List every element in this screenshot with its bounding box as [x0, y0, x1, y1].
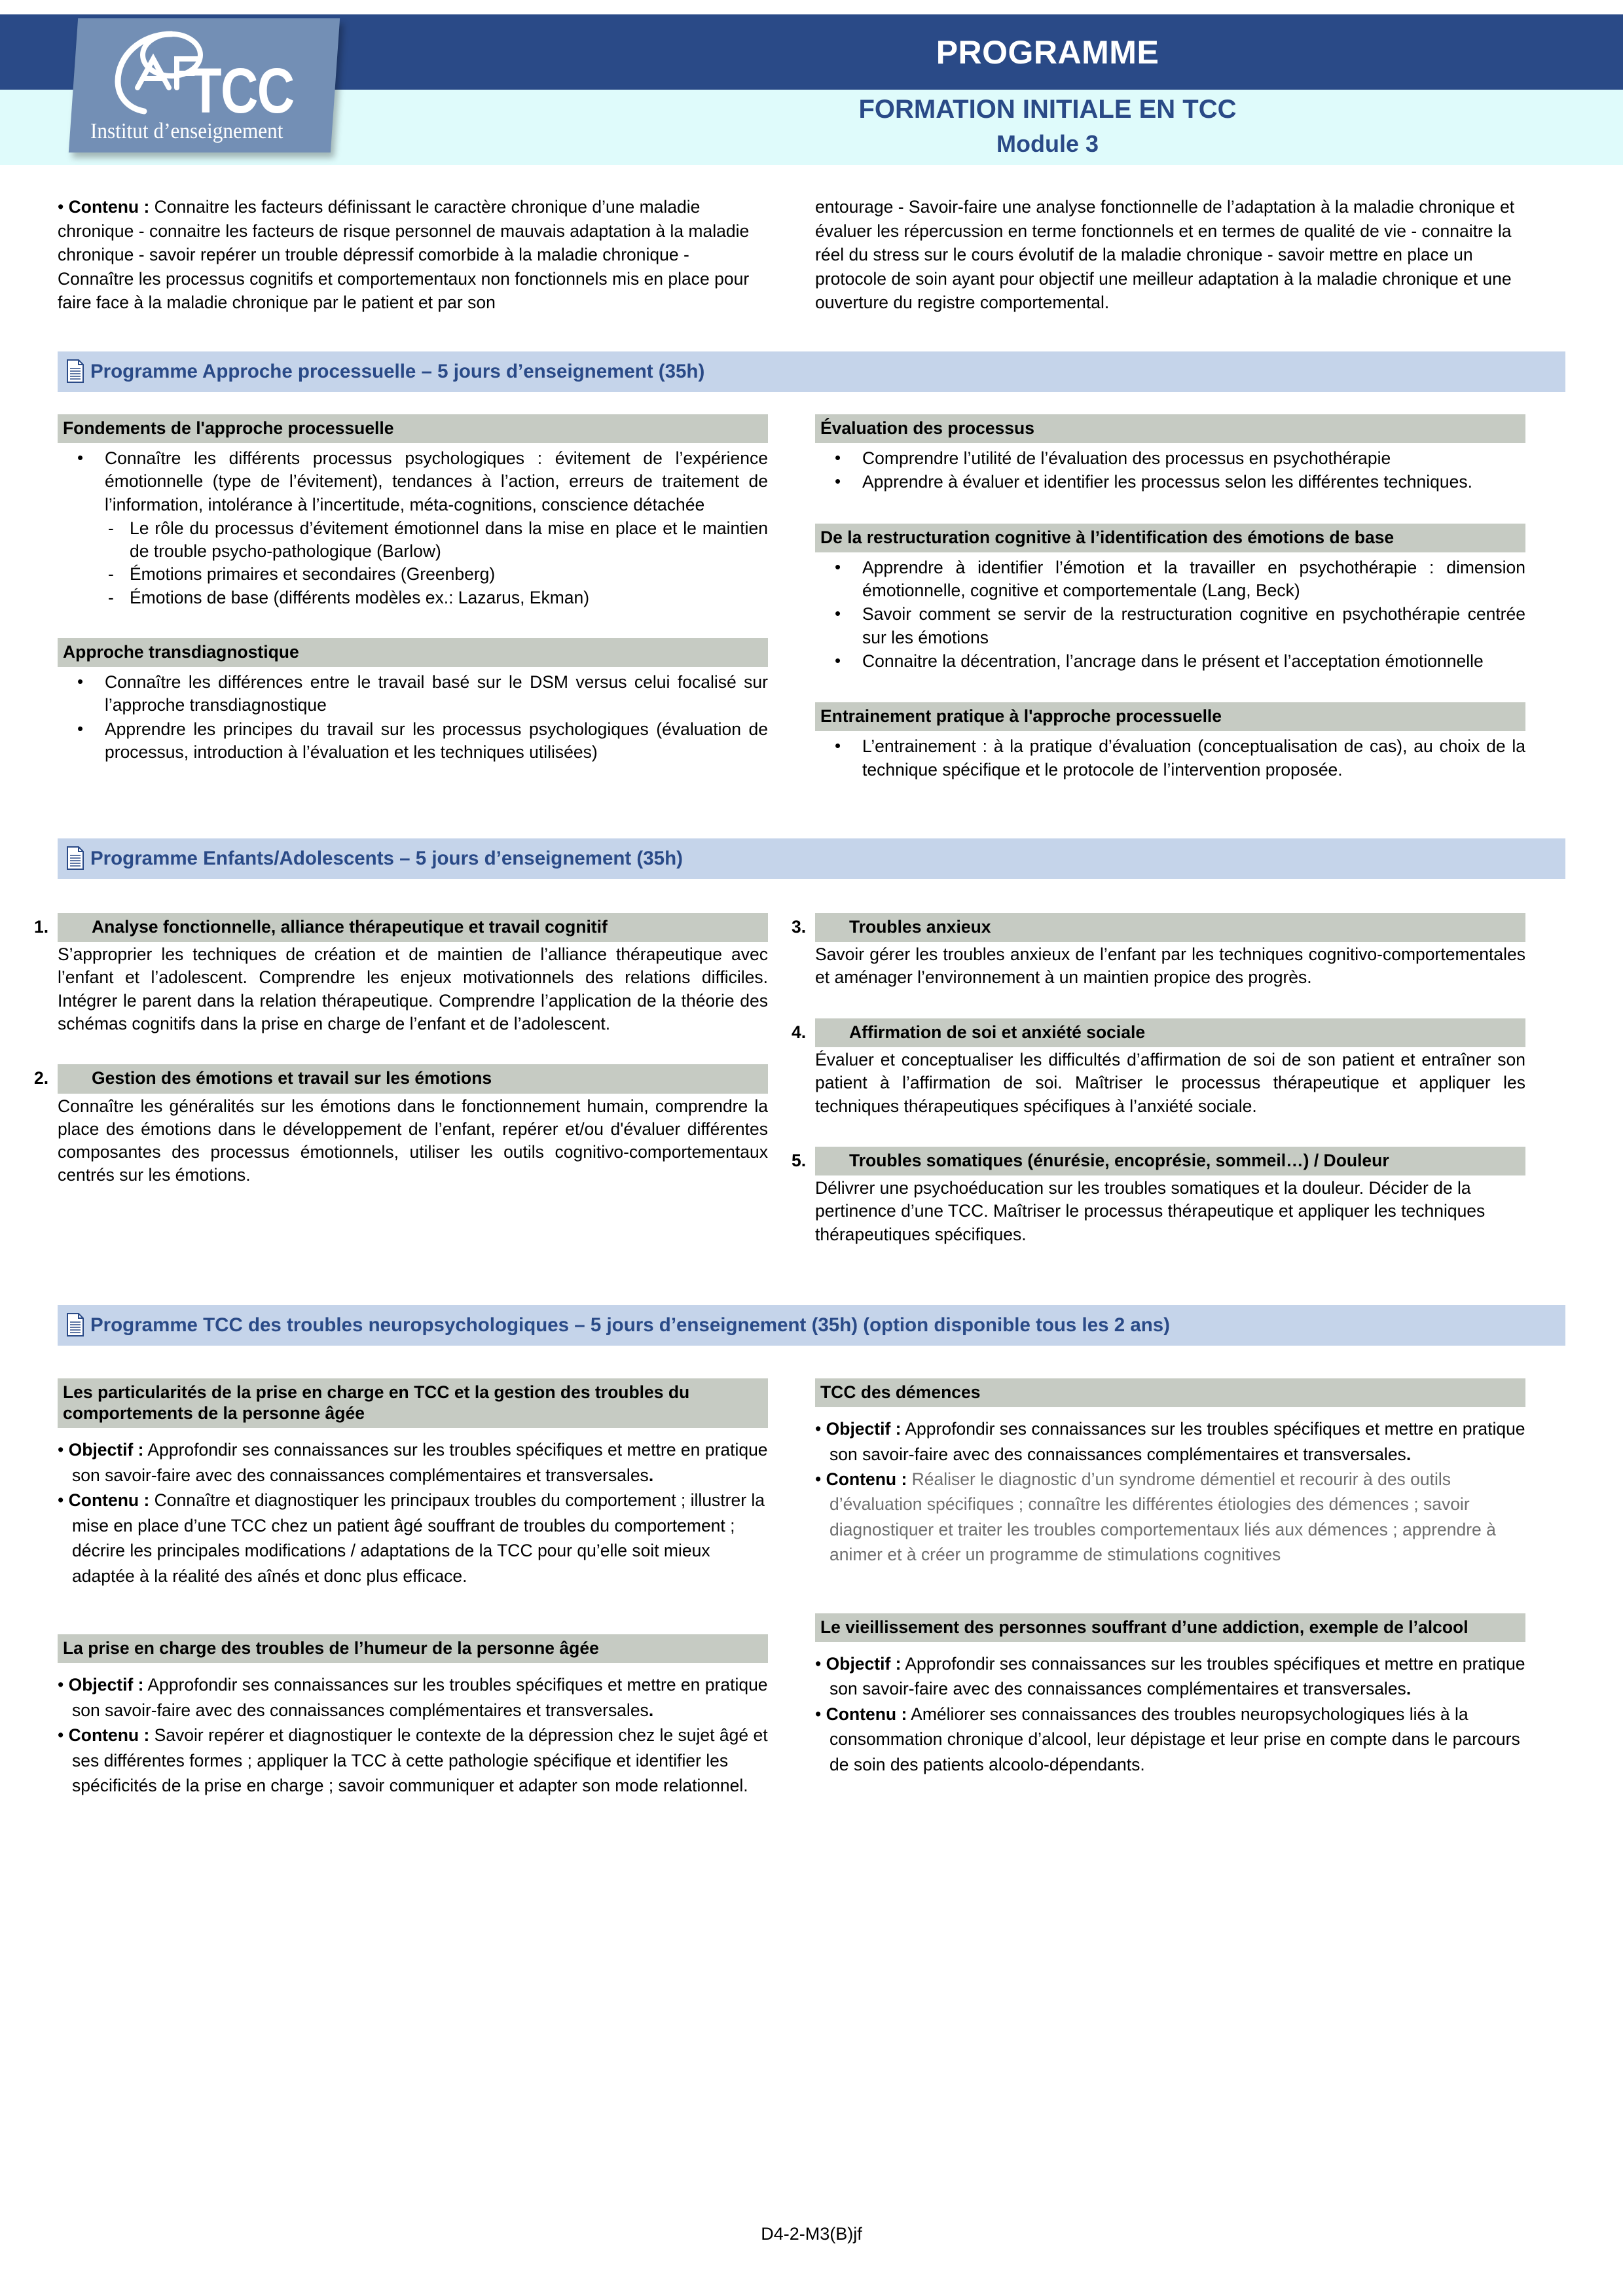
intro-right-column — [815, 195, 1525, 315]
section-banner-label: Programme TCC des troubles neuropsychologiques – 5 jours d’enseignement (35h) (option disponible tous les 2 ans) — [90, 1314, 1170, 1336]
section2-right-column — [792, 913, 1525, 1246]
logo — [69, 18, 340, 152]
subsection-header-entrainement-pratique: Entrainement pratique à l'approche processuelle — [815, 702, 1525, 731]
item-title: Gestion des émotions et travail sur les émotions — [92, 1068, 492, 1088]
list-item: • Comprendre l’utilité de l’évaluation des processus en psychothérapie — [815, 447, 1525, 470]
objectif-text: Approfondir ses connaissances sur les troubles spécifiques et mettre en pratique son savoir-faire avec des connaissances complémentaires et transversales — [830, 1653, 1525, 1699]
analyse-fonctionnelle-text: S’approprier les techniques de création et de maintien de l’alliance thérapeutique avec l’enfant et l’adolescent. Comprendre les enjeux motivationnels des relations difficiles. Intégrer le parent dans la relation thérapeutique. Comprendre l’application de la théorie des schémas cognitifs dans la prise en charge de l’enfant et de l’adolescent. — [58, 944, 768, 1033]
subsection-header-tcc-demences: TCC des démences — [815, 1378, 1525, 1407]
header-subtitle: FORMATION INITIALE EN TCC — [858, 94, 1237, 124]
section2-left-column — [34, 913, 768, 1246]
section1-left-column — [58, 414, 768, 782]
header-module: Module 3 — [996, 130, 1099, 157]
restructuration-bullet-list — [815, 556, 1525, 673]
contenu-text: Réaliser le diagnostic d’un syndrome démentiel et recourir à des outils d’évaluation spécifiques ; connaître les différentes étiologies des démences ; savoir diagnostiquer et traiter les troubles comportementaux liés aux démences ; apprendre à animer et à créer un programme de stimulations cognitives — [830, 1469, 1496, 1565]
troubles-somatiques-text: Délivrer une psychoéducation sur les troubles somatiques et la douleur. Décider de la pertinence d’une TCC. Maîtriser le processus thérapeutique et appliquer les techniques thérapeutiques spécifiques. — [815, 1178, 1486, 1244]
intro-contenu-label: Contenu : — [68, 197, 150, 217]
fondements-bullet-list — [58, 447, 768, 516]
section3-left-column — [58, 1378, 768, 1799]
list-item: • Savoir comment se servir de la restructuration cognitive en psychothérapie centrée sur les émotions — [815, 603, 1525, 649]
subsection-header-troubles-somatiques — [792, 1147, 1525, 1175]
item-number: 5. — [792, 1150, 807, 1170]
subsection-header-affirmation-de-soi — [792, 1018, 1525, 1047]
footer-reference: D4-2-M3(B)jf — [761, 2224, 862, 2244]
item-number: 2. — [34, 1068, 49, 1088]
item-title: Affirmation de soi et anxiété sociale — [849, 1022, 1146, 1042]
contenu-label: Contenu : — [826, 1704, 907, 1724]
list-item: - Émotions primaires et secondaires (Greenberg) — [58, 563, 768, 586]
list-item: • Connaître les différents processus psychologiques : évitement de l’expérience émotionnelle (type de l’évitement), tendances à l’action, erreurs de traitement de l’information, intolérance à l’incertitude, méta-cognitions, conscience détachée — [58, 447, 768, 516]
list-item: - Émotions de base (différents modèles ex.: Lazarus, Ekman) — [58, 586, 768, 609]
list-item: • Apprendre à évaluer et identifier les processus selon les différentes techniques. — [815, 471, 1525, 493]
transdiagnostique-bullet-list — [58, 671, 768, 764]
objectif-line: • Objectif : Approfondir ses connaissances sur les troubles spécifiques et mettre en pratique son savoir-faire avec des connaissances complémentaires et transversales. — [815, 1653, 1525, 1699]
objectif-label: Objectif : — [68, 1440, 144, 1460]
section1-right-column — [815, 414, 1525, 782]
contenu-text: Améliorer ses connaissances des troubles neuropsychologiques liés à la consommation chronique d’alcool, leur dépistage et leur prise en compte dans le parcours de soin des patients alcoolo-dépendants. — [830, 1704, 1520, 1774]
subsection-header-restructuration-cognitive: De la restructuration cognitive à l’identification des émotions de base — [815, 524, 1525, 552]
contenu-label: Contenu : — [68, 1725, 150, 1746]
particularites-body — [58, 1437, 768, 1588]
objectif-line: • Objectif : Approfondir ses connaissances sur les troubles spécifiques et mettre en pratique son savoir-faire avec des connaissances complémentaires et transversales. — [815, 1419, 1525, 1464]
item-title: Analyse fonctionnelle, alliance thérapeutique et travail cognitif — [92, 916, 608, 937]
subsection-header-particularites-prise-en-charge: Les particularités de la prise en charge en TCC et la gestion des troubles du comportements de la personne âgée — [58, 1378, 768, 1429]
contenu-line: • Contenu : Améliorer ses connaissances des troubles neuropsychologiques liés à la consommation chronique d’alcool, leur dépistage et leur prise en compte dans le parcours de soin des patients alcoolo-dépendants. — [815, 1704, 1520, 1774]
list-item: • Connaître les différences entre le travail basé sur le DSM versus celui focalisé sur l’approche transdiagnostique — [58, 671, 768, 717]
intro-section — [58, 195, 1565, 315]
entrainement-bullet-list — [815, 735, 1525, 781]
vieillissement-addiction-body — [815, 1651, 1525, 1777]
subsection-header-gestion-emotions — [34, 1064, 768, 1093]
contenu-label: Contenu : — [68, 1490, 150, 1511]
document-icon — [65, 1312, 85, 1337]
list-item: • Apprendre à identifier l’émotion et la travailler en psychothérapie : dimension émotionnelle, cognitive et comportementale (Lang, Beck) — [815, 556, 1525, 602]
section-banner-enfants-adolescents — [58, 838, 1565, 879]
objectif-text: Approfondir ses connaissances sur les troubles spécifiques et mettre en pratique son savoir-faire avec des connaissances complémentaires et transversales — [72, 1675, 768, 1720]
gestion-emotions-text: Connaître les généralités sur les émotions dans le fonctionnement humain, comprendre la place des émotions dans le développement de l’enfant, repérer et/ou d'évaluer différentes composantes des processus émotionnels, utiliser les outils cognitivo-comportementaux centrés sur les émotions. — [58, 1096, 768, 1185]
subsection-header-troubles-humeur: La prise en charge des troubles de l’humeur de la personne âgée — [58, 1634, 768, 1663]
document-icon — [65, 359, 85, 384]
troubles-humeur-body — [58, 1672, 768, 1798]
section-banner-label: Programme Approche processuelle – 5 jours d’enseignement (35h) — [90, 360, 705, 382]
logo-wordmark: TCC — [190, 55, 294, 126]
intro-left-column — [58, 195, 768, 315]
objectif-label: Objectif : — [826, 1653, 902, 1674]
section2-columns — [34, 913, 1565, 1246]
section1-columns — [58, 414, 1565, 782]
logo-tagline: Institut d’enseignement — [90, 119, 283, 143]
list-item: • Connaitre la décentration, l’ancrage dans le présent et l’acceptation émotionnelle — [815, 650, 1525, 673]
contenu-line: • Contenu : Réaliser le diagnostic d’un syndrome démentiel et recourir à des outils d’évaluation spécifiques ; connaître les différentes étiologies des démences ; savoir diagnostiquer et traiter les troubles comportementaux liés aux démences ; apprendre à animer et à créer un programme de stimulations cognitives — [815, 1469, 1496, 1565]
document-icon — [65, 846, 85, 870]
intro-contenu-paragraph: • Contenu : Connaitre les facteurs définissant le caractère chronique d’une maladie chronique - connaitre les facteurs de risque personnel de mauvais adaptation à la maladie chronique - savoir repérer un trouble dépressif comorbide à la maladie chronique - Connaître les processus cognitifs et comportementaux non fonctionnels mis en place pour faire face à la maladie chronique par le patient et par son — [58, 197, 750, 313]
item-number: 4. — [792, 1022, 807, 1042]
subsection-header-transdiagnostique: Approche transdiagnostique — [58, 638, 768, 667]
item-number: 3. — [792, 916, 807, 937]
objectif-label: Objectif : — [826, 1419, 902, 1439]
contenu-line: • Contenu : Savoir repérer et diagnostiquer le contexte de la dépression chez le sujet âgé et ses différentes formes ; appliquer la TCC à cette pathologie spécifique et identifier les spécificités de la prise en charge ; savoir communiquer et adapter son mode relationnel. — [58, 1725, 768, 1795]
tcc-demences-body — [815, 1416, 1525, 1568]
objectif-label: Objectif : — [68, 1675, 144, 1695]
contenu-text: Connaître et diagnostiquer les principaux troubles du comportement ; illustrer la mise en place d’une TCC chez un patient âgé souffrant de troubles du comportement ; décrire les principales modifications / adaptations de la TCC pour qu’elle soit mieux adaptée à la réalité des aînés et donc plus efficace. — [72, 1490, 765, 1586]
contenu-label: Contenu : — [826, 1469, 907, 1489]
subsection-header-evaluation-processus: Évaluation des processus — [815, 414, 1525, 443]
objectif-line: • Objectif : Approfondir ses connaissances sur les troubles spécifiques et mettre en pratique son savoir-faire avec des connaissances complémentaires et transversales. — [58, 1440, 768, 1485]
section-banner-approche-processuelle — [58, 351, 1565, 392]
objectif-text: Approfondir ses connaissances sur les troubles spécifiques et mettre en pratique son savoir-faire avec des connaissances complémentaires et transversales — [830, 1419, 1525, 1464]
page-header — [0, 0, 1623, 169]
item-title: Troubles somatiques (énurésie, encoprésie, sommeil…) / Douleur — [849, 1150, 1389, 1170]
contenu-line: • Contenu : Connaître et diagnostiquer les principaux troubles du comportement ; illustrer la mise en place d’une TCC chez un patient âgé souffrant de troubles du comportement ; décrire les principales modifications / adaptations de la TCC pour qu’elle soit mieux adaptée à la réalité des aînés et donc plus efficace. — [58, 1490, 765, 1586]
item-title: Troubles anxieux — [849, 916, 991, 937]
subsection-header-analyse-fonctionnelle — [34, 913, 768, 942]
intro-continuation-text: entourage - Savoir-faire une analyse fonctionnelle de l’adaptation à la maladie chronique et évaluer les répercussion en terme fonctionnels et en termes de qualité de vie - connaitre la réel du stress sur le cours évolutif de la maladie chronique - savoir mettre en place un protocole de soin ayant pour objectif une meilleur adaptation à la maladie chronique et une ouverture du registre comportemental. — [815, 197, 1515, 313]
fondements-dash-list — [58, 517, 768, 609]
affirmation-de-soi-text: Évaluer et conceptualiser les difficultés d’affirmation de soi de son patient et entraîner son patient à l’affirmation de soi. Maîtriser le processus thérapeutique et appliquer les techniques thérapeutiques spécifiques à l’anxiété sociale. — [815, 1050, 1525, 1116]
subsection-header-vieillissement-addiction: Le vieillissement des personnes souffrant d’une addiction, exemple de l’alcool — [815, 1613, 1525, 1642]
list-item: - Le rôle du processus d’évitement émotionnel dans la mise en place et le maintien de trouble psycho-pathologique (Barlow) — [58, 517, 768, 563]
contenu-text: Savoir repérer et diagnostiquer le contexte de la dépression chez le sujet âgé et ses différentes formes ; appliquer la TCC à cette pathologie spécifique et identifier les spécificités de la prise en charge ; savoir communiquer et adapter son mode relationnel. — [72, 1725, 768, 1795]
section3-right-column — [815, 1378, 1525, 1799]
objectif-line: • Objectif : Approfondir ses connaissances sur les troubles spécifiques et mettre en pratique son savoir-faire avec des connaissances complémentaires et transversales. — [58, 1675, 768, 1720]
list-item: • L’entrainement : à la pratique d’évaluation (conceptualisation de cas), au choix de la technique spécifique et le protocole de l’intervention proposée. — [815, 735, 1525, 781]
subsection-header-fondements: Fondements de l'approche processuelle — [58, 414, 768, 443]
evaluation-processus-bullet-list — [815, 447, 1525, 493]
page-title: PROGRAMME — [936, 33, 1159, 71]
item-number: 1. — [34, 916, 49, 937]
section3-columns — [58, 1378, 1565, 1799]
intro-contenu-text: Connaitre les facteurs définissant le caractère chronique d’une maladie chronique - connaitre les facteurs de risque personnel de mauvais adaptation à la maladie chronique - savoir repérer un trouble dépressif comorbide à la maladie chronique - Connaître les processus cognitifs et comportementaux non fonctionnels mis en place pour faire face à la maladie chronique par le patient et par son — [58, 197, 750, 313]
section-banner-label: Programme Enfants/Adolescents – 5 jours d’enseignement (35h) — [90, 847, 683, 869]
objectif-text: Approfondir ses connaissances sur les troubles spécifiques et mettre en pratique son savoir-faire avec des connaissances complémentaires et transversales — [72, 1440, 768, 1485]
subsection-header-troubles-anxieux — [792, 913, 1525, 942]
troubles-anxieux-text: Savoir gérer les troubles anxieux de l’enfant par les techniques cognitivo-comportementales et aménager l’environnement à un maintien propice des progrès. — [815, 944, 1525, 988]
section-banner-neuropsychologiques — [58, 1305, 1565, 1346]
list-item: • Apprendre les principes du travail sur les processus psychologiques (évaluation de processus, introduction à l’évaluation et les techniques utilisées) — [58, 718, 768, 764]
